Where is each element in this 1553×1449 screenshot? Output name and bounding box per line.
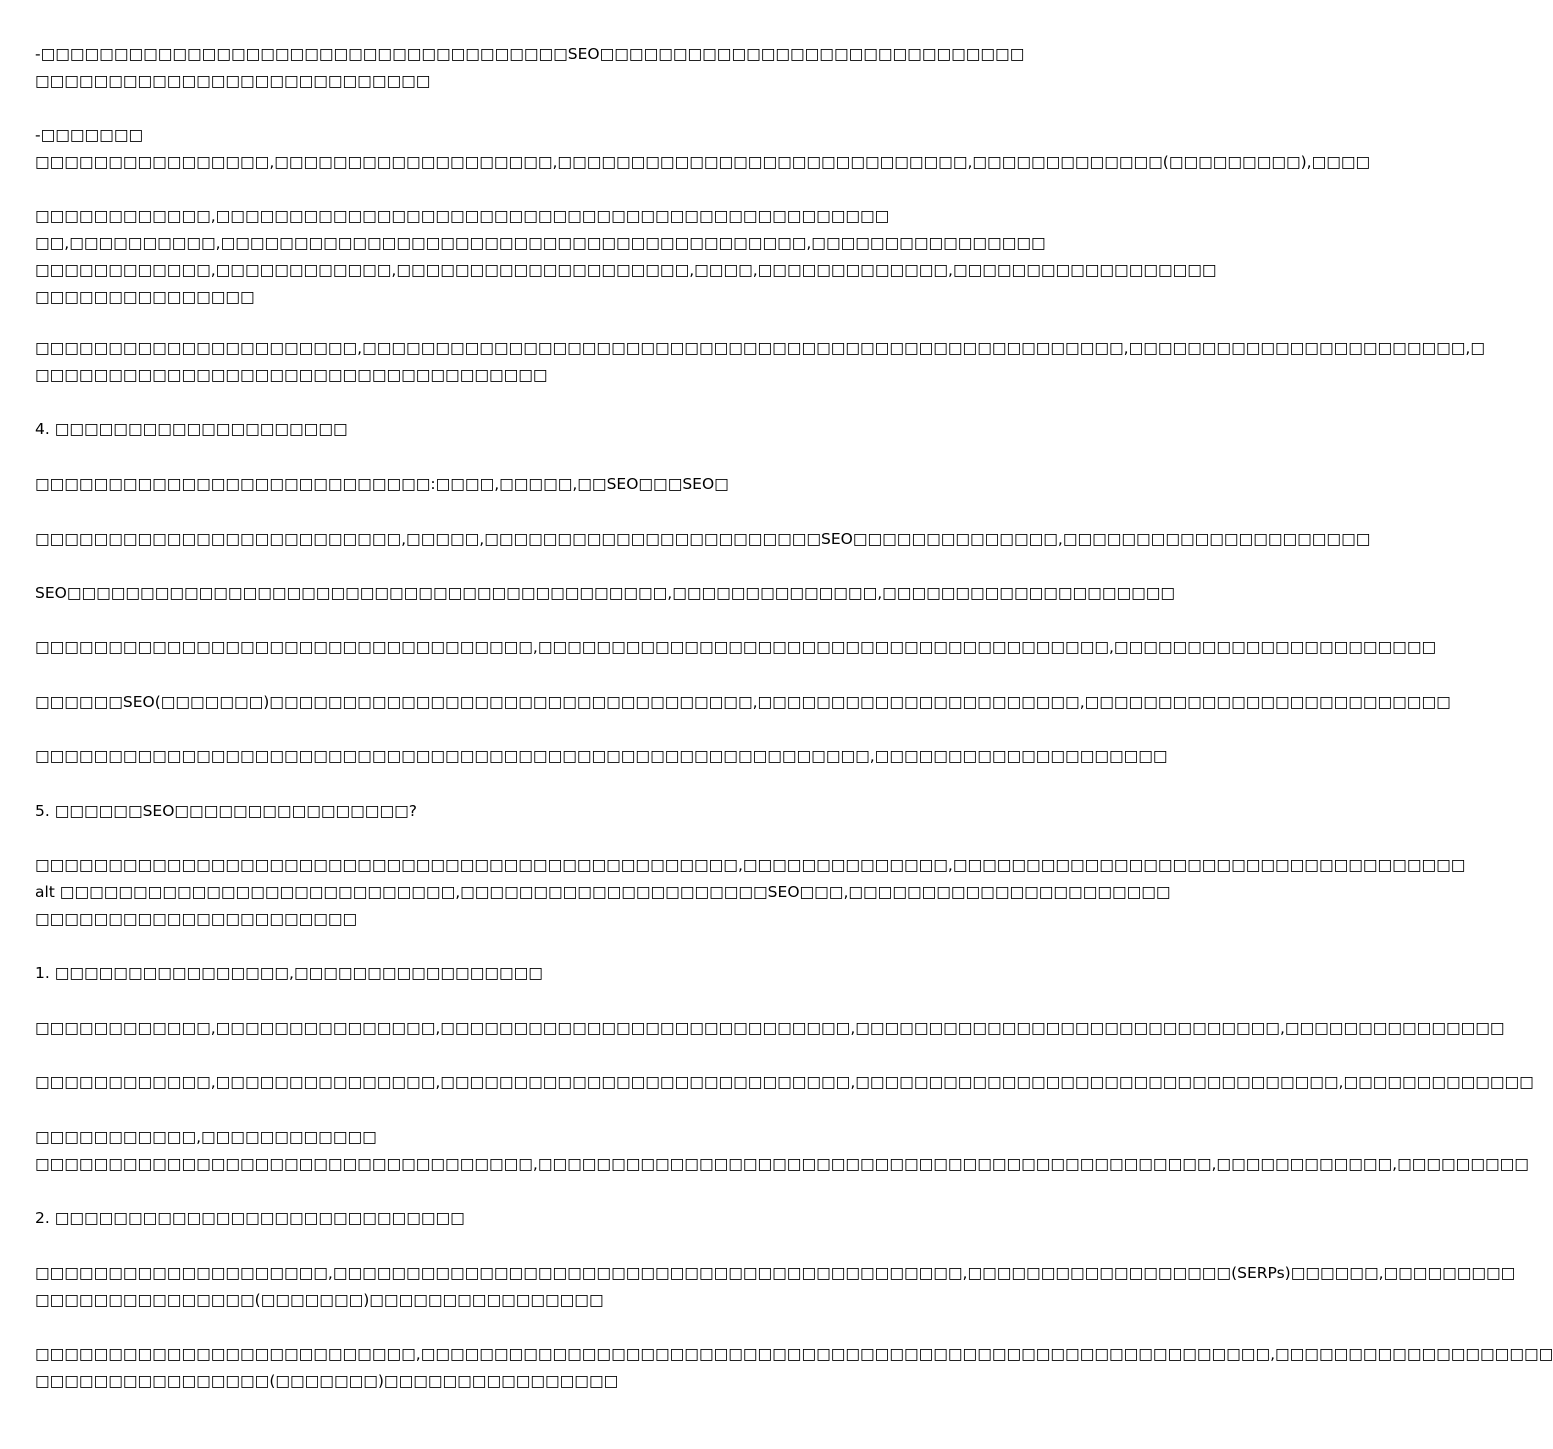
paragraph-2: -□□□□□□□ □□□□□□□□□□□□□□□□,□□□□□□□□□□□□□□□□□□□,□□□□□□□□□□□□□□□□□□□□□□□□□□□□,□□□□□□□□□□□□□(□□□□□□□□□),□□□□ (35, 126, 1371, 171)
paragraph-13: □□□□□□□□□□□□,□□□□□□□□□□□□□□□,□□□□□□□□□□□□□□□□□□□□□□□□□□□□,□□□□□□□□□□□□□□□□□□□□□□□□□□□□□□□□□,□□□□□□□□□□□□□ (35, 1073, 1534, 1091)
paragraph-4: □□□□□□□□□□□□□□□□□□□□□□,□□□□□□□□□□□□□□□□□□□□□□□□□□□□□□□□□□□□□□□□□□□□□□□□□□□□,□□□□□□□□□□□□□□□□□□□□□□□,□ □□□□□□□□□□□□□□□□□□□□□□□□□□□□□□□□□□□ (35, 339, 1485, 384)
paragraph-14: □□□□□□□□□□□,□□□□□□□□□□□□ □□□□□□□□□□□□□□□□□□□□□□□□□□□□□□□□□□,□□□□□□□□□□□□□□□□□□□□□□□□□□□□□□□□□□□□□□□□□□□□□□,□□□□□□□□□□□□,□□□□□□□□□ (35, 1128, 1529, 1173)
paragraph-15: □□□□□□□□□□□□□□□□□□□□,□□□□□□□□□□□□□□□□□□□□□□□□□□□□□□□□□□□□□□□□□□□,□□□□□□□□□□□□□□□□□□(SERPs)□□□□□□,□□□□□□□□□ □□□□□□□□□□□□□□□(□□□□□□□)□□□□□□□□□□□□□□□□ (35, 1264, 1516, 1309)
subheading-1: 1. □□□□□□□□□□□□□□□□,□□□□□□□□□□□□□□□□□ (35, 964, 543, 982)
paragraph-11: □□□□□□□□□□□□□□□□□□□□□□□□□□□□□□□□□□□□□□□□□□□□□□□□,□□□□□□□□□□□□□□,□□□□□□□□□□□□□□□□□□□□□□□□□□□□□□□□□□□ alt □□□□□□□□□□□□□□□□□□□□□□□□□□□,□□□□□□□□□□□□□□□□□□□□□SEO□□□,□□□□□□□□□□□□□□□□□□□□□□ □□□□□□□□□□□□□□□□□□□□□□ (35, 856, 1466, 928)
paragraph-8: □□□□□□□□□□□□□□□□□□□□□□□□□□□□□□□□□□,□□□□□□□□□□□□□□□□□□□□□□□□□□□□□□□□□□□□□□□,□□□□□□□□□□□□□□□□□□□□□□ (35, 638, 1437, 656)
paragraph-7: SEO□□□□□□□□□□□□□□□□□□□□□□□□□□□□□□□□□□□□□□□□□,□□□□□□□□□□□□□□,□□□□□□□□□□□□□□□□□□□□ (35, 584, 1176, 602)
section-heading-4: 4. □□□□□□□□□□□□□□□□□□□□ (35, 420, 348, 438)
paragraph-1: -□□□□□□□□□□□□□□□□□□□□□□□□□□□□□□□□□□□□SEO□□□□□□□□□□□□□□□□□□□□□□□□□□□□□ □□□□□□□□□□□□□□□□□□□□□□□□□□□ (35, 45, 1025, 90)
paragraph-10: □□□□□□□□□□□□□□□□□□□□□□□□□□□□□□□□□□□□□□□□□□□□□□□□□□□□□□□□□,□□□□□□□□□□□□□□□□□□□□ (35, 747, 1168, 765)
paragraph-6: □□□□□□□□□□□□□□□□□□□□□□□□□,□□□□□,□□□□□□□□□□□□□□□□□□□□□□□SEO□□□□□□□□□□□□□□,□□□□□□□□□□□□□□□□□□□□□ (35, 530, 1371, 548)
paragraph-12: □□□□□□□□□□□□,□□□□□□□□□□□□□□□,□□□□□□□□□□□□□□□□□□□□□□□□□□□□,□□□□□□□□□□□□□□□□□□□□□□□□□□□□□,□□□□□□□□□□□□□□□ (35, 1019, 1505, 1037)
section-heading-5: 5. □□□□□□SEO□□□□□□□□□□□□□□□□? (35, 802, 417, 820)
paragraph-16: □□□□□□□□□□□□□□□□□□□□□□□□□□,□□□□□□□□□□□□□□□□□□□□□□□□□□□□□□□□□□□□□□□□□□□□□□□□□□□□□□□□□□,□□□□□□□□□□□□□□□□□□□ □□□□□□□□□□□□□□□□(□□□□□□□)□□□□□□□□□□□□□□□□ (35, 1345, 1553, 1390)
subheading-2: 2. □□□□□□□□□□□□□□□□□□□□□□□□□□□□ (35, 1209, 465, 1227)
paragraph-9: □□□□□□SEO(□□□□□□□)□□□□□□□□□□□□□□□□□□□□□□□□□□□□□□□□□,□□□□□□□□□□□□□□□□□□□□□□,□□□□□□□□□□□□□□□□□□□□□□□□□ (35, 693, 1451, 711)
paragraph-5: □□□□□□□□□□□□□□□□□□□□□□□□□□□:□□□□,□□□□□,□□SEO□□□SEO□ (35, 475, 729, 493)
paragraph-3: □□□□□□□□□□□□,□□□□□□□□□□□□□□□□□□□□□□□□□□□□□□□□□□□□□□□□□□□□□□ □□,□□□□□□□□□□,□□□□□□□□□□□□□□□□□□□□□□□□□□□□□□□□□□□□□□□□,□□□□□□□□□□□□□□□□ □□□□□□□□□□□□,□□□□□□□□□□□□,□□□□□□□□□□□□□□□□□□□□,□□□□,□□□□□□□□□□□□□,□□□□□□□□□□□□□□□□□□ □□□□□□□□□□□□□□□ (35, 207, 1217, 306)
